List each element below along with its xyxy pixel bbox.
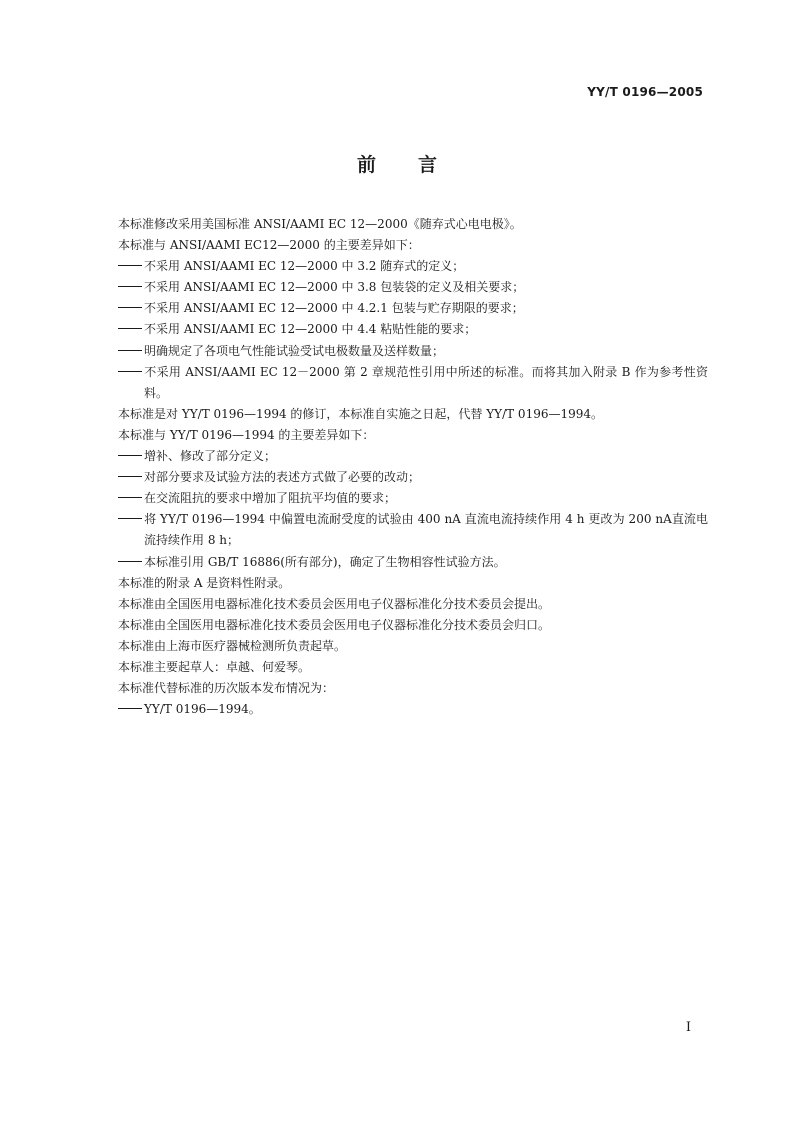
page-title: 前言: [356, 154, 479, 176]
list-item: [118, 341, 708, 362]
paragraph-text: 不采用 ANSI/AAMI EC 12—2000 中 3.2 随弃式的定义；: [144, 259, 465, 274]
paragraph-text: YY/T 0196—1994。: [144, 702, 261, 717]
list-item: [118, 509, 708, 551]
paragraph-text: 对部分要求及试验方法的表述方式做了必要的改动；: [144, 470, 421, 485]
dash-marker: [118, 286, 142, 287]
dash-marker: [118, 518, 142, 519]
paragraph-text: 本标准由全国医用电器标准化技术委员会医用电子仪器标准化分技术委员会归口。: [118, 617, 551, 632]
dash-marker: [118, 265, 142, 266]
paragraph: [118, 235, 708, 256]
paragraph: [118, 425, 708, 446]
paragraph-text: 增补、修改了部分定义；: [144, 449, 277, 464]
dash-marker: [118, 561, 142, 562]
paragraph-text: 在交流阻抗的要求中增加了阻抗平均值的要求；: [144, 491, 397, 506]
page-number: I: [685, 1020, 691, 1035]
paragraph-text: 本标准是对 YY/T 0196—1994 的修订，本标准自实施之日起，代替 YY/T 0196—1994。: [118, 406, 604, 421]
paragraph: [118, 615, 708, 636]
list-item: [118, 488, 708, 509]
foreword-body: [118, 214, 708, 720]
paragraph-text: 本标准由全国医用电器标准化技术委员会医用电子仪器标准化分技术委员会提出。: [118, 596, 551, 611]
paragraph-text: 本标准引用 GB/T 16886(所有部分)，确定了生物相容性试验方法。: [144, 554, 506, 569]
paragraph-text: 明确规定了各项电气性能试验受试电极数量及送样数量；: [144, 343, 445, 358]
paragraph-text: 将 YY/T 0196—1994 中偏置电流耐受度的试验由 400 nA 直流电流持续作用 4 h 更改为 200 nA直流电流持续作用 8 h；: [144, 512, 708, 548]
dash-marker: [118, 708, 142, 709]
paragraph: [118, 214, 708, 235]
list-item: [118, 298, 708, 319]
paragraph-text: 不采用 ANSI/AAMI EC 12—2000 中 4.4 粘贴性能的要求；: [144, 322, 477, 337]
paragraph-text: 不采用 ANSI/AAMI EC 12—2000 中 4.2.1 包装与贮存期限的要求；: [144, 301, 524, 316]
list-item: [118, 467, 708, 488]
list-item: [118, 277, 708, 298]
standard-code: YY/T 0196—2005: [587, 85, 703, 99]
paragraph-text: 不采用 ANSI/AAMI EC 12－2000 第 2 章规范性引用中所述的标准。而将其加入附录 B 作为参考性资料。: [144, 364, 708, 400]
list-item: [118, 552, 708, 573]
dash-marker: [118, 497, 142, 498]
paragraph: [118, 636, 708, 657]
dash-marker: [118, 455, 142, 456]
paragraph: [118, 573, 708, 594]
paragraph: [118, 657, 708, 678]
paragraph-text: 不采用 ANSI/AAMI EC 12—2000 中 3.8 包装袋的定义及相关要求；: [144, 280, 525, 295]
paragraph-text: 本标准主要起草人：卓越、何爱琴。: [118, 659, 311, 674]
paragraph-text: 本标准与 ANSI/AAMI EC12—2000 的主要差异如下：: [118, 238, 420, 253]
paragraph-text: 本标准由上海市医疗器械检测所负责起草。: [118, 638, 347, 653]
paragraph: [118, 404, 708, 425]
paragraph: [118, 594, 708, 615]
paragraph-text: 本标准的附录 A 是资料性附录。: [118, 575, 291, 590]
dash-marker: [118, 371, 142, 372]
list-item: [118, 362, 708, 404]
dash-marker: [118, 476, 142, 477]
dash-marker: [118, 328, 142, 329]
list-item: [118, 256, 708, 277]
list-item: [118, 699, 708, 720]
list-item: [118, 319, 708, 340]
dash-marker: [118, 307, 142, 308]
paragraph: [118, 678, 708, 699]
paragraph-text: 本标准代替标准的历次版本发布情况为：: [118, 681, 335, 696]
dash-marker: [118, 350, 142, 351]
list-item: [118, 446, 708, 467]
paragraph-text: 本标准修改采用美国标准 ANSI/AAMI EC 12—2000《随弃式心电电极》。: [118, 217, 522, 231]
paragraph-text: 本标准与 YY/T 0196—1994 的主要差异如下：: [118, 427, 375, 442]
